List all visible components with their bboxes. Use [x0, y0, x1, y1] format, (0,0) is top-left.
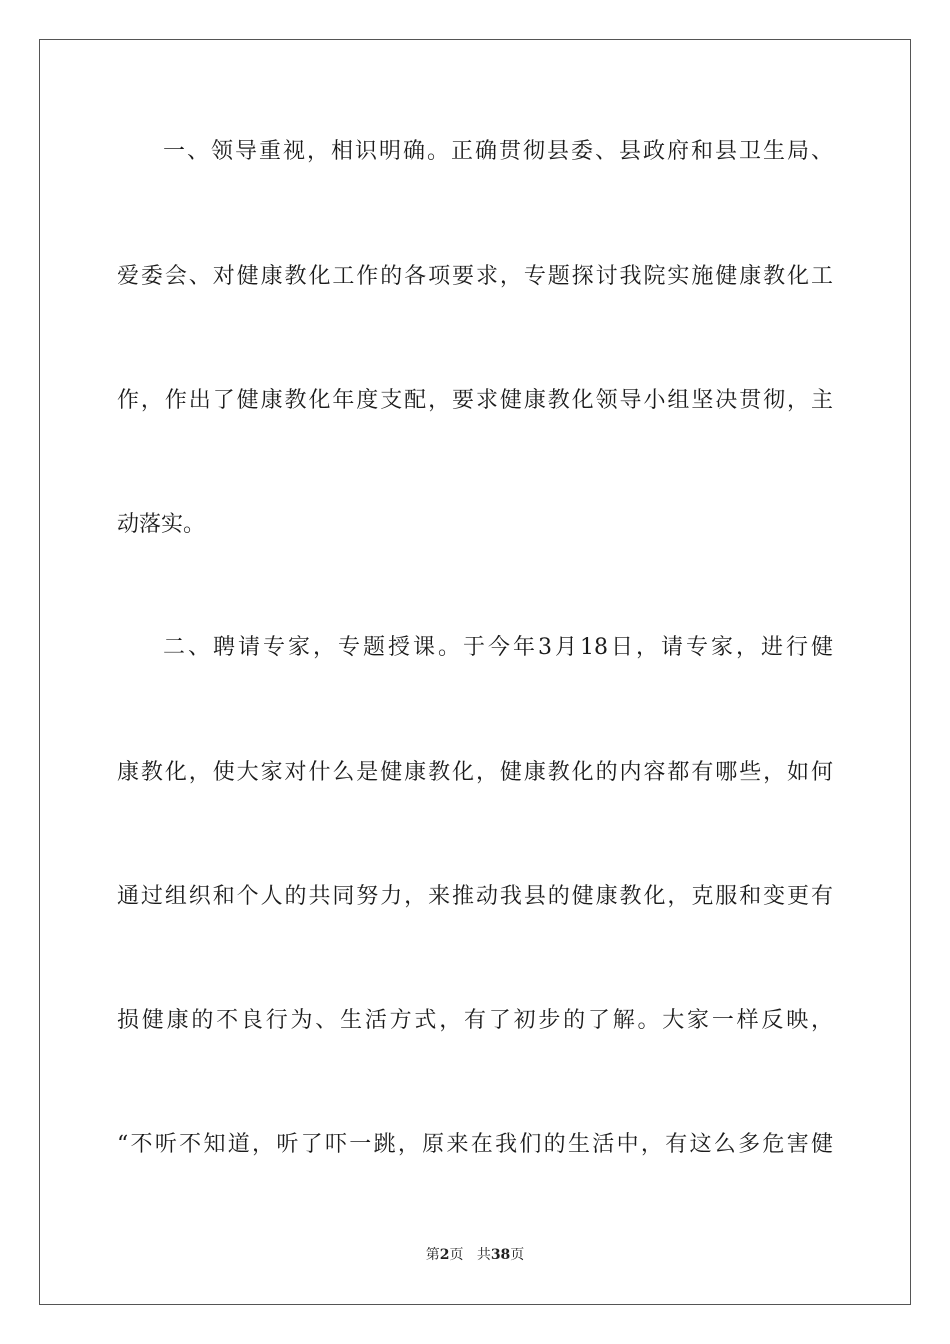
paragraph-2-line-4: 损健康的不良行为、生活方式，有了初步的了解。大家一样反映， — [117, 1008, 833, 1033]
footer-total-suffix: 页 — [510, 1247, 525, 1263]
footer-page-suffix: 页 — [449, 1247, 464, 1263]
paragraph-2-line-3: 通过组织和个人的共同努力，来推动我县的健康教化，克服和变更有 — [117, 884, 833, 909]
page-footer — [0, 1244, 950, 1264]
paragraph-2-line-1: 二、聘请专家，专题授课。于今年3月18日，请专家，进行健 — [163, 635, 833, 660]
paragraph-1-line-2: 爱委会、对健康教化工作的各项要求，专题探讨我院实施健康教化工 — [117, 264, 833, 289]
paragraph-1-line-3: 作，作出了健康教化年度支配，要求健康教化领导小组坚决贯彻，主 — [117, 388, 833, 413]
paragraph-1-line-4: 动落实。 — [117, 512, 206, 537]
footer-page-prefix: 第 — [425, 1247, 440, 1263]
paragraph-1-line-1: 一、领导重视，相识明确。正确贯彻县委、县政府和县卫生局、 — [163, 139, 833, 164]
footer-total-pages: 38 — [490, 1247, 511, 1263]
footer-page-number: 2 — [439, 1247, 450, 1263]
paragraph-2-line-5: “不听不知道，听了吓一跳，原来在我们的生活中，有这么多危害健 — [117, 1132, 833, 1157]
page-frame — [39, 39, 911, 1305]
paragraph-2-line-2: 康教化，使大家对什么是健康教化，健康教化的内容都有哪些，如何 — [117, 760, 833, 785]
footer-total-prefix: 共 — [476, 1247, 491, 1263]
